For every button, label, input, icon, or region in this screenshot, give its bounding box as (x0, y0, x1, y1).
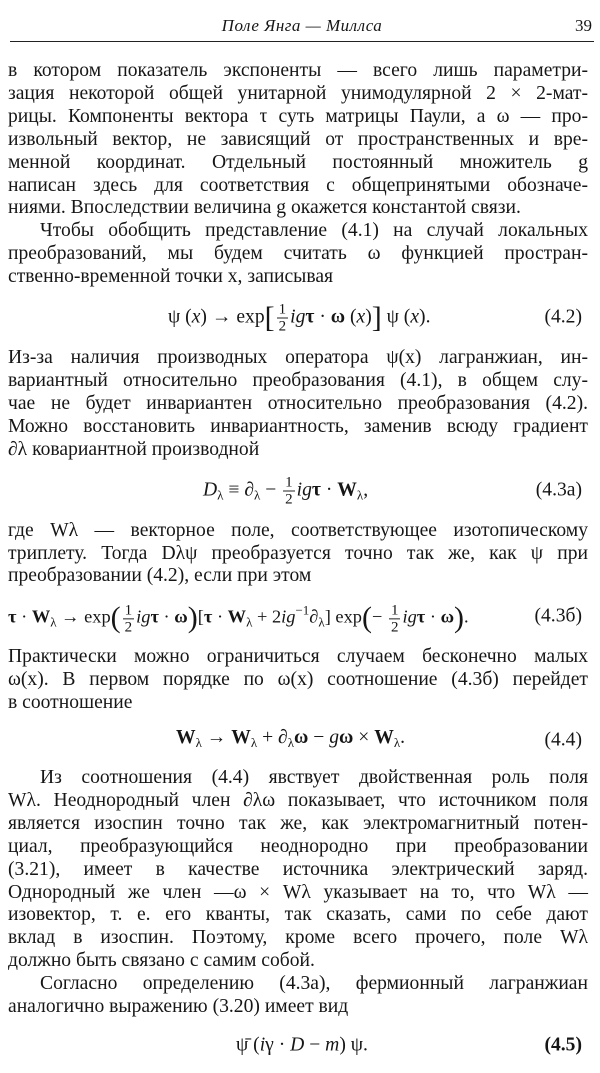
text-line: где Wλ — векторное поле, соответствующее изотопическому (8, 519, 588, 541)
text-line: триплету. Тогда Dλψ преобразуется точно так же, как ψ при (8, 542, 588, 564)
text-line: чае не будет инвариантен относительно преобразования (4.2). (8, 392, 588, 414)
running-header (10, 6, 594, 42)
equation-expression: $W_\lambda \to W_\lambda + \partial_\lambda\omega - g\omega \times W_\lambda$. (176, 727, 406, 751)
text-line: преобразовании (4.2), если при этом (8, 565, 312, 587)
text-line: в соотношение (8, 692, 133, 714)
equation-expression: ψ (x) → exp[ $\frac{1}{2}$ igτ · ω (x)] ψ (x). (168, 301, 431, 335)
text-line: в котором показатель экспоненты — всего лишь параметри- (8, 60, 588, 81)
text-line: зация некоторой общей унитарной унимодулярной 2 × 2-мат- (8, 82, 588, 104)
equation-number: (4.4) (544, 729, 582, 751)
paragraph-7 (8, 973, 588, 1019)
text-line: вклад в изоспин. Поэтому, кроме всего прочего, поле Wλ (8, 927, 588, 949)
paragraph-1 (8, 60, 588, 220)
header-rule (10, 41, 594, 42)
text-line: написан здесь для соответствия с общепринятыми обозначе- (8, 174, 588, 196)
text-line: вариантный относительно преобразования (4.1), в общем слу- (8, 369, 588, 391)
equation-number: (4.3б) (534, 605, 582, 627)
text-line: Практически можно ограничиться случаем бесконечно малых (8, 646, 588, 668)
text-line: Из-за наличия производных оператора ψ(x) лагранжиан, ин- (8, 347, 588, 369)
text-line: Можно восстановить инвариантность, заменив всюду градиент (8, 415, 588, 437)
text-line: преобразований, мы будем считать ω функцией простран- (8, 243, 588, 265)
text-line: Чтобы обобщить представление (4.1) на случай локальных (40, 220, 588, 242)
equation-4-3b (8, 594, 588, 640)
text-line: извольный вектор, не зависящий от пространственных и вре- (8, 128, 588, 150)
paragraph-6 (8, 767, 588, 973)
equation-expression: $\tau \cdot W_\lambda \to \exp$( $\frac{1}{2}$ $ig\tau \cdot \omega)[\tau \cdot W_\lambda + 2ig^{-1}\partial_\lambda]$ exp(− $\frac{1}{2}$ igτ · ω). (8, 601, 469, 635)
equation-expression: ψ̄ (iγ · D − m) ψ. (236, 1034, 368, 1056)
text-line: циал, преобразующийся неоднородно при преобразовании (8, 835, 588, 857)
equation-4-4 (8, 721, 588, 761)
page-number: 39 (575, 16, 592, 35)
page-body (8, 60, 588, 1073)
text-line: Из соотношения (4.4) явствует двойственная роль поля (40, 767, 588, 789)
text-line: изовектор, т. е. его кванты, так сказать, сами по себе дают (8, 904, 588, 926)
text-line: ω(x). В первом порядке по ω(x) соотношение (4.3б) перейдет (8, 669, 588, 691)
equation-4-3a (8, 468, 588, 514)
paragraph-3 (8, 347, 588, 462)
text-line: Wλ. Неоднородный член ∂λω показывает, что источником поля (8, 789, 588, 811)
equation-number: (4.5) (544, 1034, 582, 1056)
paragraph-4 (8, 520, 588, 589)
text-line: рицы. Компоненты вектора τ суть матрицы Паули, а ω — про- (8, 105, 588, 127)
text-line: является изоспин точно так же, как электромагнитный потен- (8, 812, 588, 834)
equation-4-5 (8, 1025, 588, 1067)
text-line: ниями. Впоследствии величина g окажется константой связи. (8, 197, 521, 219)
equation-4-2 (8, 295, 588, 341)
paragraph-2 (8, 220, 588, 289)
equation-number: (4.3а) (535, 479, 582, 501)
text-line: должно быть связано с самим собой. (8, 950, 315, 972)
text-line: Согласно определению (4.3а), фермионный лагранжиан (40, 973, 588, 995)
paragraph-5 (8, 646, 588, 715)
text-line: ∂λ ковариантной производной (8, 438, 260, 460)
text-line: ственно-временной точки x, записывая (8, 266, 334, 288)
text-line: (3.21), имеет в качестве источника электрический заряд. (8, 858, 588, 880)
text-line: Однородный же член —ω × Wλ указывает на то, что Wλ — (8, 881, 588, 903)
text-line: менной координат. Отдельный постоянный множитель g (8, 151, 588, 173)
equation-expression: $D_\lambda \equiv \partial_\lambda$ − $\frac{1}{2}$ $ig\tau \cdot W_\lambda$, (203, 474, 369, 508)
equation-number: (4.2) (544, 306, 582, 328)
running-title: Поле Янга — Миллса (221, 16, 383, 35)
text-line: аналогично выражению (3.20) имеет вид (8, 996, 349, 1018)
